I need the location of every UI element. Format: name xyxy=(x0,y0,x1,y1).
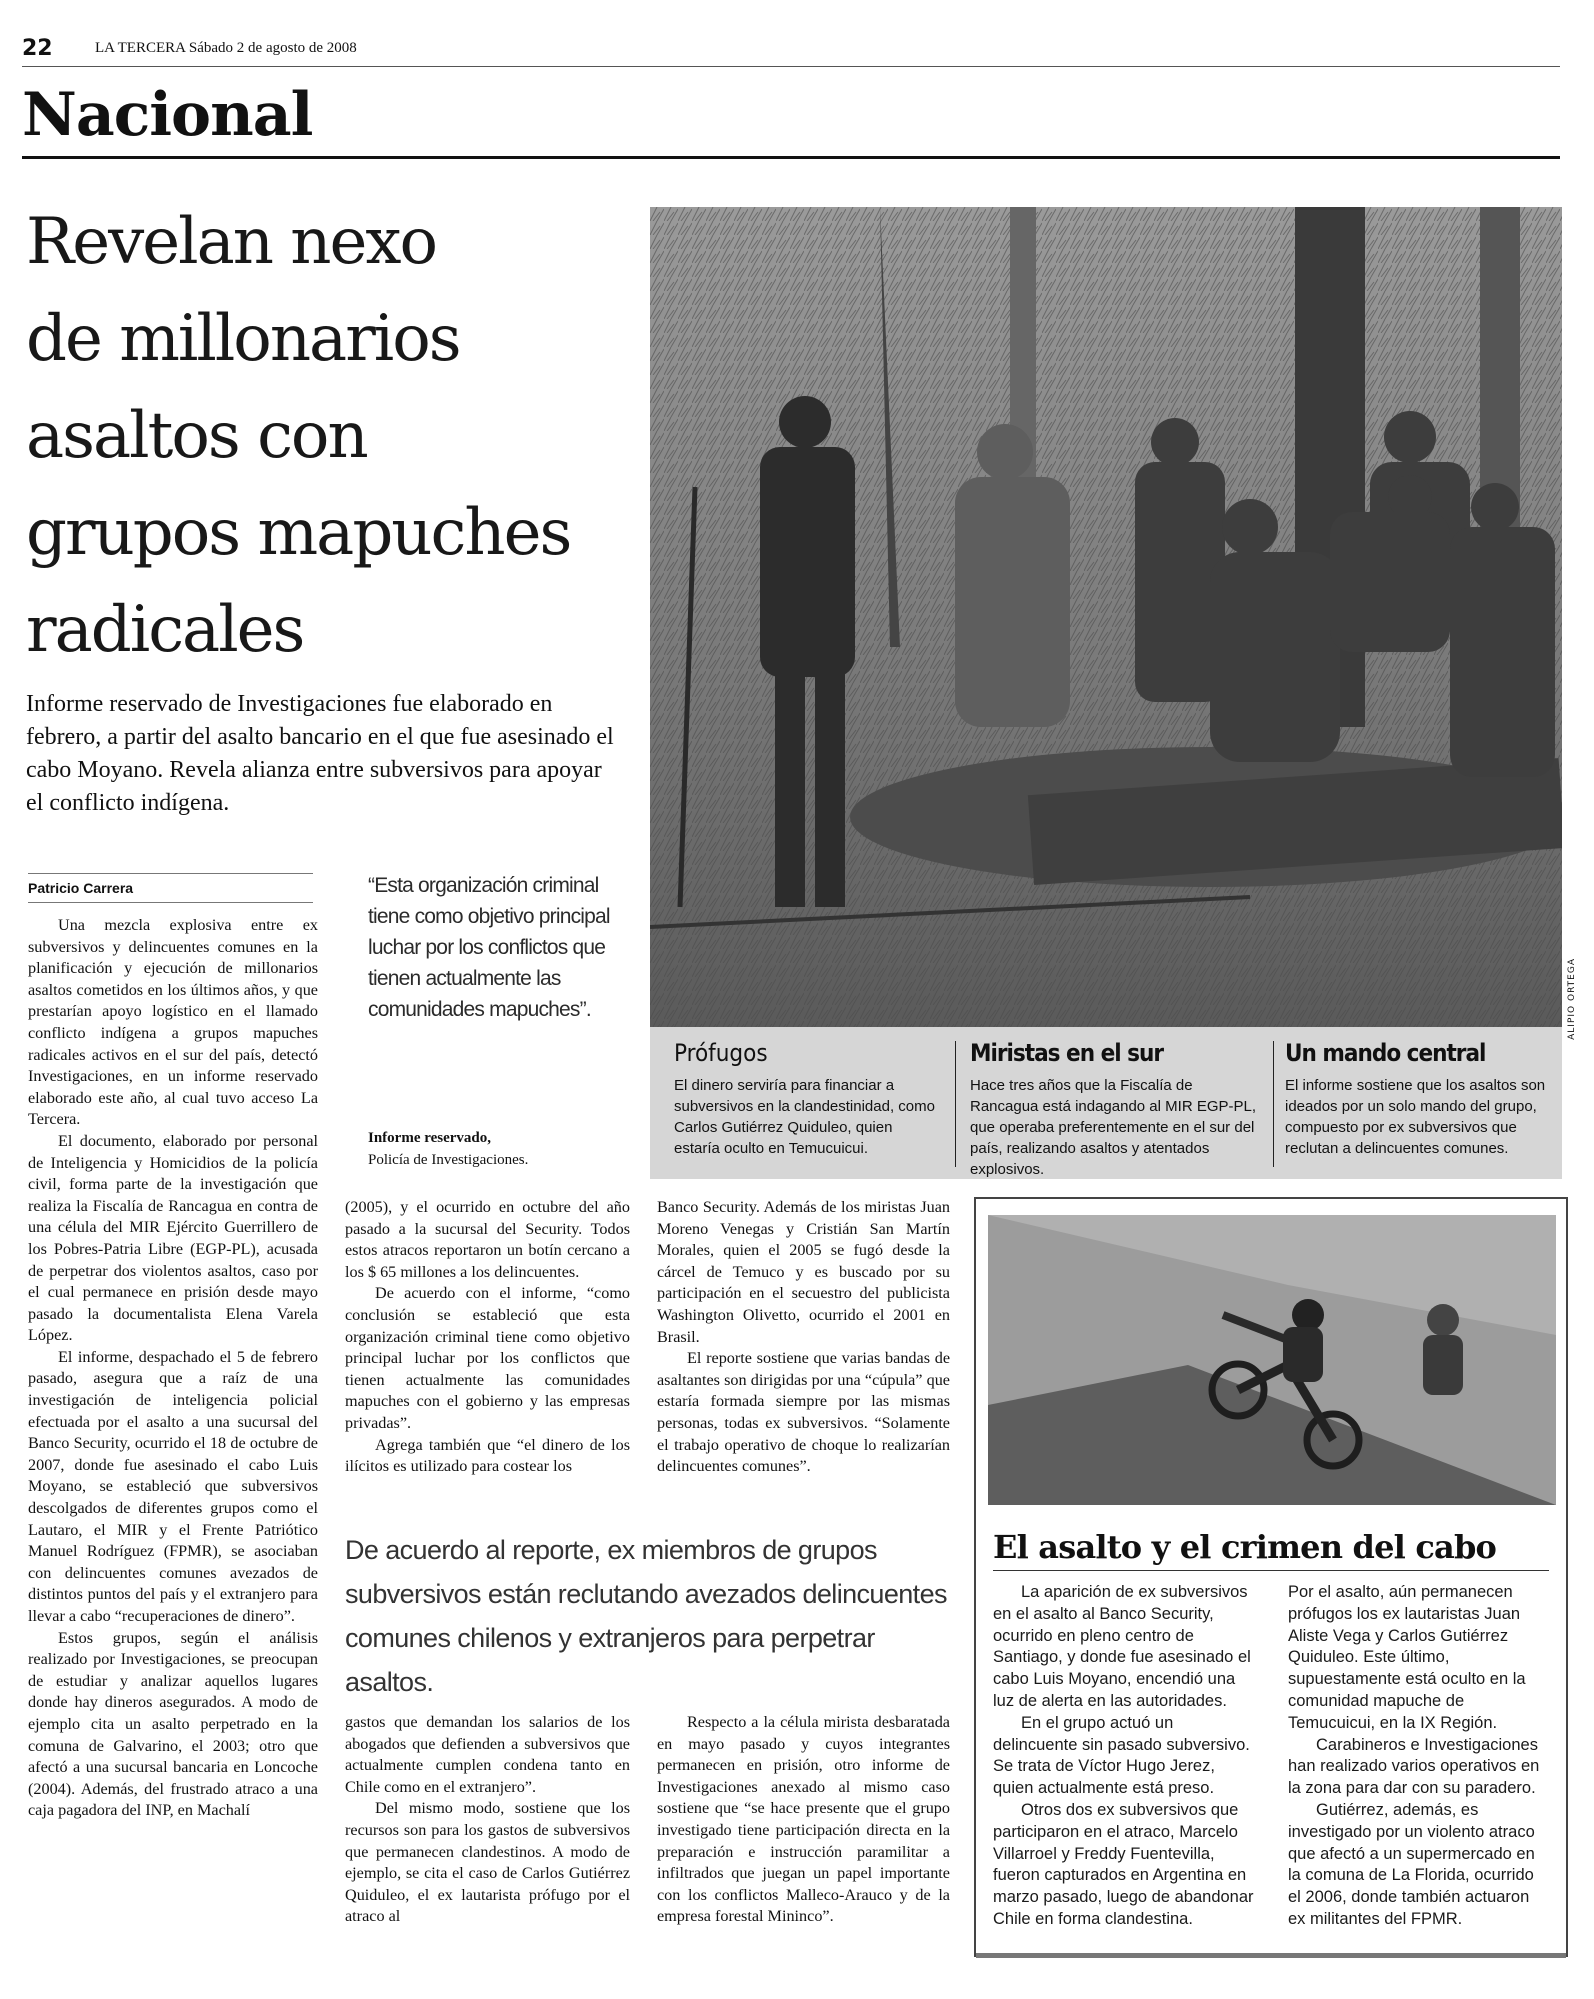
sidebar-title-rule xyxy=(993,1570,1549,1571)
headline-line: Revelan nexo xyxy=(26,205,436,279)
header-rule xyxy=(22,66,1560,67)
sidebar-column-2 xyxy=(1288,1582,1550,1931)
paragraph: (2005), y el ocurrido en octubre del año pasado a la sucursal del Security. Todos estos atracos reportaron un botín cercano a los $ 65 millones a los delincuentes. xyxy=(345,1198,630,1281)
quote-text: “Esta organización criminal tiene como objetivo principal luchar por los conflictos que tienen actualmente las comunidades mapuches”. xyxy=(368,874,610,1021)
sidebar-column-1 xyxy=(993,1582,1255,1931)
paragraph: Estos grupos, según el análisis realizado por Investigaciones, se preocupan de estudiar y analizar aquellos lugares donde hay dineros asegurados. A modo de ejemplo cita un asalto perpetrado en la comuna de Galvarino, el 2003; otro que afectó a una sucursal bancaria en Loncoche (2004). Además, del frustrado atraco a una caja pagadora del INP, en Machalí xyxy=(28,1628,318,1820)
byline-rule xyxy=(28,902,313,903)
paragraph: El documento, elaborado por personal de Inteligencia y Homicidios de la policía civil, forma parte de la investigación que realiza la Fiscalía de Rancagua en contra de una célula del MIR Ejército Guerrillero de los Pobres-Patria Libre (EGP-PL), acusada de perpetrar dos violentos asaltos, caso por el cual permanece en prisión desde mayo pasado la documentalista Elena Varela López. xyxy=(28,1131,318,1345)
caption-text: El informe sostiene que los asaltos son ideados por un solo mando del grupo, compuesto por ex subversivos que reclutan a delincuentes comunes. xyxy=(1285,1077,1546,1157)
page-number: 22 xyxy=(22,36,53,61)
caption-miristas xyxy=(970,1039,1260,1180)
caption-bar xyxy=(650,1027,1562,1179)
paragraph: Del mismo modo, sostiene que los recursos son para los gastos de subversivos que permanecen clandestinos. A modo de ejemplo, se cita el caso de Carlos Gutiérrez Quiduleo, el ex lautarista prófugo por el atraco al xyxy=(345,1799,630,1926)
paragraph: Agrega también que “el dinero de los ilícitos es utilizado para costear los xyxy=(345,1435,630,1476)
paragraph: De acuerdo con el informe, “como conclusión se estableció que esta organización criminal tiene como objetivo principal luchar por los conflictos que tienen actualmente las comunidades mapuches con el gobierno y las empresas privadas”. xyxy=(345,1284,630,1432)
paragraph: En el grupo actuó un delincuente sin pasado subversivo. Se trata de Víctor Hugo Jerez, quien actualmente está preso. xyxy=(993,1713,1250,1798)
headline-line: grupos mapuches xyxy=(26,496,571,570)
caption-title: Miristas en el sur xyxy=(970,1039,1164,1067)
article-column-3-top xyxy=(657,1197,950,1478)
caption-title: Prófugos xyxy=(674,1039,768,1067)
paragraph: El reporte sostiene que varias bandas de asaltantes son dirigidas por una “cúpula” que estaría formada siempre por las mismas personas, todas ex subversivos. “Solamente el trabajo operativo de choque lo realizarían delincuentes comunes”. xyxy=(657,1349,950,1476)
byline: Patricio Carrera xyxy=(28,880,134,896)
paragraph: Banco Security. Además de los miristas Juan Moreno Venegas y Cristián San Martín Morales, quien el 2005 se fugó desde la cárcel de Temuco y es buscado por su participación en el secuestro del publicista Washington Olivetto, ocurrido el 2001 en Brasil. xyxy=(657,1198,950,1346)
caption-text: El dinero serviría para financiar a subversivos en la clandestinidad, como Carlos Gutiérrez Quiduleo, quien estaría oculto en Temucuicui. xyxy=(674,1077,935,1157)
masthead: LA TERCERA Sábado 2 de agosto de 2008 xyxy=(95,40,357,56)
paragraph: Respecto a la célula mirista desbaratada en mayo pasado y cuyos integrantes permanecen en prisión, otro informe de Investigaciones anexado al mismo caso sostiene que “se hace presente que el grupo investigado tiene participación directa en la preparación e instrucción paramilitar a infiltrados que juegan un papel importante con los conflictos Malleco-Arauco y de la empresa forestal Mininco”. xyxy=(657,1713,950,1926)
quote-organization: Policía de Investigaciones. xyxy=(368,1152,529,1168)
quote-source: Informe reservado, xyxy=(368,1130,492,1146)
section-title: Nacional xyxy=(22,80,313,150)
headline xyxy=(26,205,646,695)
headline-line: radicales xyxy=(26,593,304,667)
caption-divider xyxy=(1273,1041,1274,1167)
sidebar-title: El asalto y el crimen del cabo xyxy=(993,1528,1497,1566)
article-column-3-bottom xyxy=(657,1712,950,1928)
caption-mando xyxy=(1285,1039,1550,1159)
paragraph: El informe, despachado el 5 de febrero pasado, asegura que a raíz de una investigación de inteligencia policial efectuada por el asalto a una sucursal del Banco Security, ocurrido el 18 de octubre de 2007, donde fue asesinado el cabo Luis Moyano, se estableció que subversivos descolgados de diferentes grupos como el Lautaro, el MIR y el Frente Patriótico Manuel Rodríguez (FPMR), se asociaban con delincuentes comunes avezados de distintos puntos del país y el extranjero para llevar a cabo “recuperaciones de dinero”. xyxy=(28,1347,318,1625)
motorcycle-scene-image xyxy=(988,1215,1556,1505)
main-photo xyxy=(650,207,1562,1027)
forest-scene-image xyxy=(650,207,1562,1027)
paragraph: Otros dos ex subversivos que participaron en el atraco, Marcelo Villarroel y Freddy Fuentevilla, fueron capturados en Argentina en marzo pasado, luego de abandonar Chile en forma clandestina. xyxy=(993,1800,1254,1928)
paragraph: Por el asalto, aún permanecen prófugos los ex lautaristas Juan Aliste Vega y Carlos Gutiérrez Quiduleo. Este último, supuestamente está oculto en la comunidad mapuche de Temucuicui, en la IX Región. xyxy=(1288,1583,1526,1732)
sidebar-bottom-bar xyxy=(976,1953,1566,1958)
article-column-2-bottom xyxy=(345,1712,630,1928)
section-rule xyxy=(22,156,1560,159)
sidebar-photo xyxy=(988,1215,1556,1505)
caption-title: Un mando central xyxy=(1285,1039,1486,1067)
article-column-1 xyxy=(28,915,318,1822)
byline-rule xyxy=(28,873,313,874)
paragraph: Carabineros e Investigaciones han realizado varios operativos en la zona para dar con su paradero. xyxy=(1288,1735,1540,1798)
paragraph: Gutiérrez, además, es investigado por un violento atraco que afectó a un supermercado en la comuna de La Florida, ocurrido el 2006, donde también actuaron ex militantes del FPMR. xyxy=(1288,1800,1535,1928)
headline-line: asaltos con xyxy=(26,399,367,473)
article-column-2-top xyxy=(345,1197,630,1478)
paragraph: La aparición de ex subversivos en el asalto al Banco Security, ocurrido en pleno centro de Santiago, y donde fue asesinado el cabo Luis Moyano, encendió una luz de alerta en las autoridades. xyxy=(993,1583,1251,1710)
deck: Informe reservado de Investigaciones fue elaborado en febrero, a partir del asalto bancario en el que fue asesinado el cabo Moyano. Revela alianza entre subversivos para apoyar el conflicto indígena. xyxy=(26,691,614,817)
pull-quote: De acuerdo al reporte, ex miembros de grupos subversivos están reclutando avezados delincuentes comunes chilenos y extranjeros para perpetrar asaltos. xyxy=(345,1535,947,1697)
caption-profugos xyxy=(674,1039,939,1159)
caption-text: Hace tres años que la Fiscalía de Rancagua está indagando al MIR EGP-PL, que operaba preferentemente en el sur del país, realizando asaltos y atentados explosivos. xyxy=(970,1077,1257,1178)
photo-credit: ALIPIO ORTEGA xyxy=(1567,958,1577,1040)
headline-line: de millonarios xyxy=(26,302,460,376)
caption-divider xyxy=(955,1041,956,1167)
paragraph: Una mezcla explosiva entre ex subversivos y delincuentes comunes en la planificación y ejecución de millonarios asaltos cometidos en los últimos años, y que prestarían apoyo logístico en el llamado conflicto indígena a grupos mapuches radicales activos en el sur del país, detectó Investigaciones, en un informe reservado elaborado este año, al cual tuvo acceso La Tercera. xyxy=(28,916,318,1129)
paragraph: gastos que demandan los salarios de los abogados que defienden a subversivos que actualmente cumplen condena tanto en Chile como en el extranjero”. xyxy=(345,1713,630,1796)
